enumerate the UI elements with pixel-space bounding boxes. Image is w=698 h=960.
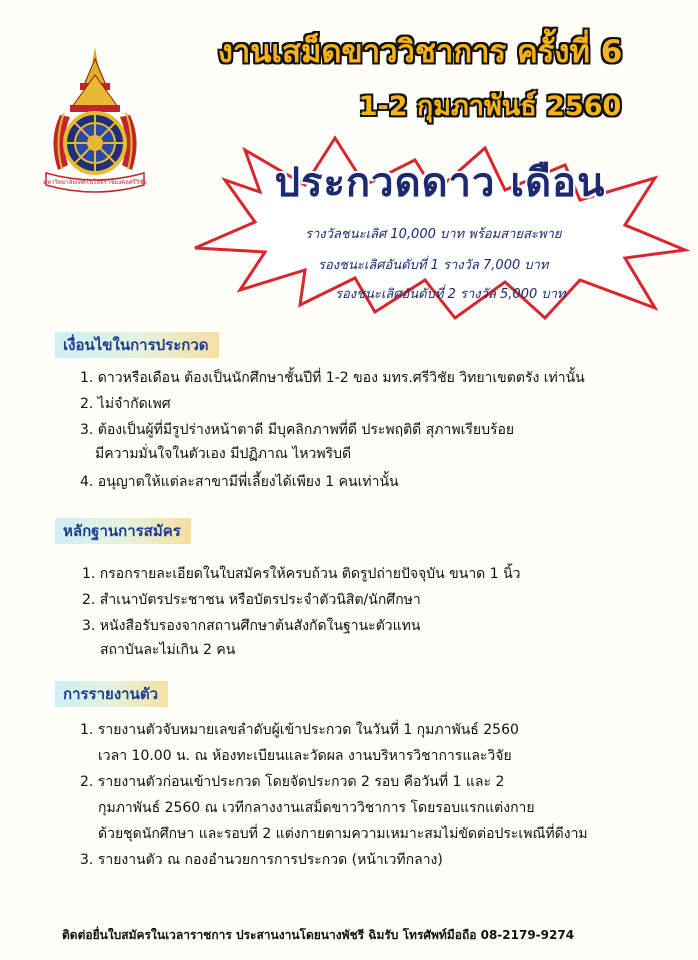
prize-line-winner: รางวัลชนะเลิศ 10,000 บาท พร้อมสายสะพาย	[305, 227, 562, 242]
section-heading-conditions: เงื่อนไขในการประกวด	[55, 332, 219, 358]
prize-line-runner-up-1: รองชนะเลิศอันดับที่ 1 รางวัล 7,000 บาท	[318, 258, 549, 273]
check-in-item: 2. รายงานตัวก่อนเข้าประกวด โดยจัดประกวด 2 รอบ คือวันที่ 1 และ 2	[80, 774, 505, 790]
logo-ribbon-text: มหาวิทยาลัยเทคโนโลยีราชมงคลศรีวิชัย	[43, 179, 147, 186]
check-in-item-continued: ด้วยชุดนักศึกษา และรอบที่ 2 แต่งกายตามความเหมาะสมไม่ขัดต่อประเพณีที่ดีงาม	[98, 826, 588, 842]
event-title: งานเสม็ดขาววิชาการ ครั้งที่ 6	[217, 34, 623, 70]
contact-footer: ติดต่อยื่นใบสมัครในเวลาราชการ ประสานงานโดยนางพัชรี ฉิมรับ โทรศัพท์มือถือ 08-2179-9274	[62, 928, 575, 942]
condition-item: 3. ต้องเป็นผู้ที่มีรูปร่างหน้าตาดี มีบุคลิกภาพที่ดี ประพฤติดี สุภาพเรียบร้อย	[80, 422, 515, 438]
check-in-item: 1. รายงานตัวจับหมายเลขลำดับผู้เข้าประกวด ในวันที่ 1 กุมภาพันธ์ 2560	[80, 722, 519, 738]
university-emblem-logo	[40, 45, 150, 193]
condition-item-continued: มีความมั่นใจในตัวเอง มีปฏิภาณ ไหวพริบดี	[95, 446, 352, 462]
prize-line-runner-up-2: รองชนะเลิศอันดับที่ 2 รางวัล 5,000 บาท	[335, 287, 566, 302]
document-item: 3. หนังสือรับรองจากสถานศึกษาต้นสังกัดในฐานะตัวแทน	[82, 618, 421, 634]
document-item-continued: สถาบันละไม่เกิน 2 คน	[100, 642, 236, 658]
section-heading-check-in: การรายงานตัว	[55, 681, 168, 707]
document-item: 2. สำเนาบัตรประชาชน หรือบัตรประจำตัวนิสิต/นักศึกษา	[82, 592, 421, 608]
condition-item: 4. อนุญาตให้แต่ละสาขามีพี่เลี้ยงได้เพียง 1 คนเท่านั้น	[80, 474, 399, 490]
check-in-item: 3. รายงานตัว ณ กองอำนวยการการประกวด (หน้าเวทีกลาง)	[80, 852, 443, 868]
condition-item: 1. ดาวหรือเดือน ต้องเป็นนักศึกษาชั้นปีที่ 1-2 ของ มทร.ศรีวิชัย วิทยาเขตตรัง เท่านั้น	[80, 370, 585, 386]
check-in-item-continued: กุมภาพันธ์ 2560 ณ เวทีกลางงานเสม็ดขาววิชาการ โดยรอบแรกแต่งกาย	[98, 800, 535, 816]
check-in-item-continued: เวลา 10.00 น. ณ ห้องทะเบียนและวัดผล งานบริหารวิชาการและวิจัย	[98, 748, 512, 764]
contest-title: ประกวดดาว เดือน	[274, 160, 606, 206]
event-date: 1-2 กุมภาพันธ์ 2560	[358, 91, 622, 122]
section-heading-application-documents: หลักฐานการสมัคร	[55, 518, 191, 544]
condition-item: 2. ไม่จำกัดเพศ	[80, 396, 171, 412]
document-item: 1. กรอกรายละเอียดในใบสมัครให้ครบถ้วน ติดรูปถ่ายปัจจุบัน ขนาด 1 นิ้ว	[82, 566, 521, 582]
